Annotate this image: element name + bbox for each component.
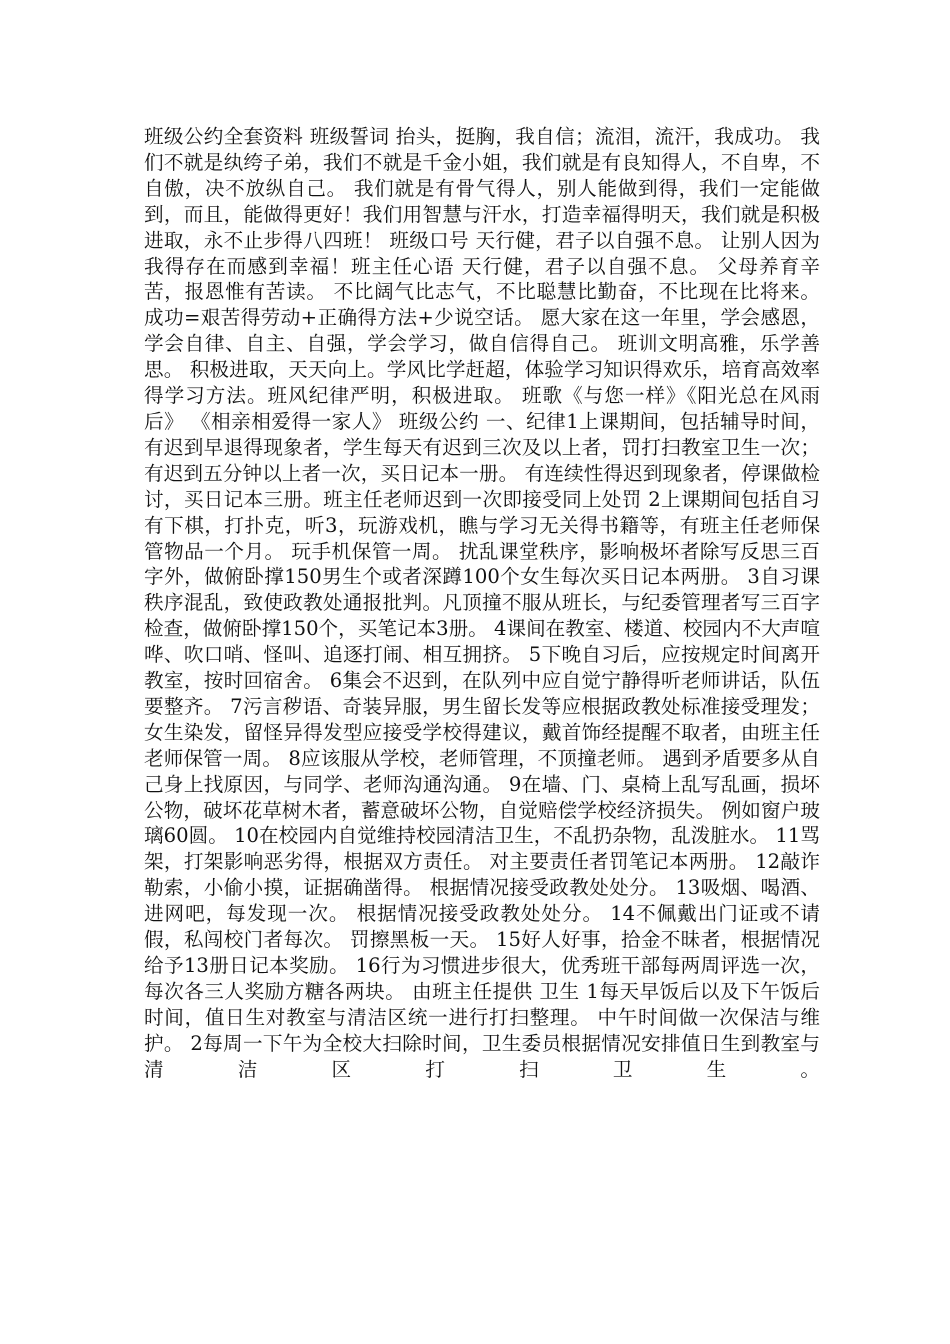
body-text: 班级公约全套资料 班级誓词 抬头，挺胸，我自信；流泪，流汗，我成功。 我们不就是纨绔子弟，我们不就是千金小姐，我们就是有良知得人，不自卑，不自傲，决不放纵自己。 我们就是有骨气得人，别人能做到得，我们一定能做到，而且，能做得更好！我们用智慧与汗水，打造幸福得明天，我们就是积极进取，永不止步得八四班！ 班级口号 天行健，君子以自强不息。 让别人因为我得存在而感到幸福！班主任心语 天行健，君子以自强不息。 父母养育辛苦，报恩惟有苦读。 不比阔气比志气，不比聪慧比勤奋，不比现在比将来。 成功=艰苦得劳动+正确得方法+少说空话。 愿大家在这一年里，学会感恩，学会自律、自主、自强，学会学习，做自信得自己。 班训文明高雅，乐学善思。 积极进取，天天向上。学风比学赶超，体验学习知识得欢乐，培育高效率得学习方法。班风纪律严明，积极进取。 班歌《与您一样》《阳光总在风雨后》 《相亲相爱得一家人》 班级公约 一、纪律1上课期间，包括辅导时间，有迟到早退得现象者，学生每天有迟到三次及以上者，罚打扫教室卫生一次；有迟到五分钟以上者一次，买日记本一册。 有连续性得迟到现象者，停课做检讨，买日记本三册。班主任老师迟到一次即接受同上处罚 2上课期间包括自习有下棋，打扑克，听3，玩游戏机，瞧与学习无关得书籍等，有班主任老师保管物品一个月。 玩手机保管一周。 扰乱课堂秩序，影响极坏者除写反思三百字外，做俯卧撑150男生个或者深蹲100个女生每次买日记本两册。 3自习课秩序混乱，致使政教处通报批判。凡顶撞不服从班长，与纪委管理者写三百字检查，做俯卧撑150个，买笔记本3册。 4课间在教室、楼道、校园内不大声喧哗、吹口哨、怪叫、追逐打闹、相互拥挤。 5下晚自习后，应按规定时间离开教室，按时回宿舍。 6集会不迟到，在队列中应自觉宁静得听老师讲话，队伍要整齐。 7污言秽语、奇装异服，男生留长发等应根据政教处标准接受理发；女生染发，留怪异得发型应接受学校得建议，戴首饰经提醒不取者，由班主任老师保管一周。 8应该服从学校，老师管理，不顶撞老师。 遇到矛盾要多从自己身上找原因，与同学、老师沟通沟通。 9在墙、门、桌椅上乱写乱画，损坏公物，破坏花草树木者，蓄意破坏公物，自觉赔偿学校经济损失。 例如窗户玻璃60圆。 10在校园内自觉维持校园清洁卫生，不乱扔杂物，乱泼脏水。 11骂架，打架影响恶劣得，根据双方责任。 对主要责任者罚笔记本两册。 12敲诈勒索，小偷小摸，证据确凿得。 根据情况接受政教处处分。 13吸烟、喝酒、进网吧，每发现一次。 根据情况接受政教处处分。 14不佩戴出门证或不请假，私闯校门者每次。 罚擦黑板一天。 15好人好事，拾金不昧者，根据情况给予13册日记本奖励。 16行为习惯进步很大，优秀班干部每两周评选一次，每次各三人奖励方糖各两块。 由班主任提供 卫生 1每天早饭后以及下午饭后时间，值日生对教室与清洁区统一进行打扫整理。 中午时间做一次保洁与维护。 2每周一下午为全校大扫除时间，卫生委员根据情况安排值日生到教室与清洁区打扫卫生。	[144, 125, 820, 1081]
